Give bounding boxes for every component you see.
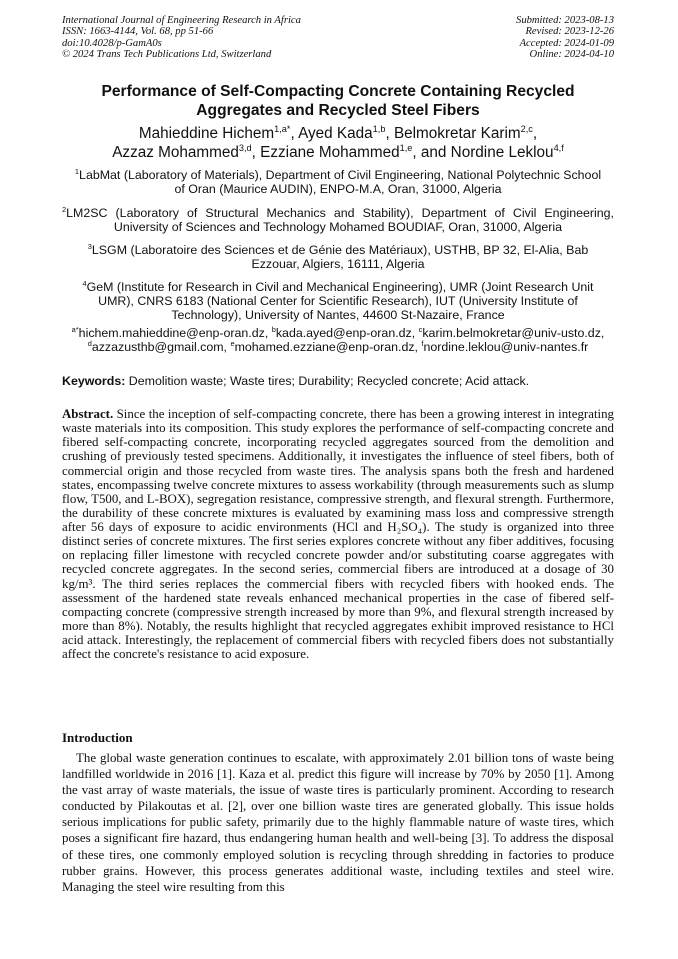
email: $^{a*}$hichem.mahieddine@enp-oran.dz, — [71, 324, 272, 340]
affiliation: $^4$GeM (Institute for Research in Civil and Mechanical Engineering), UMR (Joint Research Unit UMR), CNRS 6183 (National Center for Scientific Research), IUT (University Institute of Technology), University of Nantes, 44600 St-Nazaire, France — [82, 278, 594, 322]
email: $^e$mohamed.ezziane@enp-oran.dz, — [230, 338, 422, 354]
revised-date: Revised: 2023-12-26 — [525, 26, 614, 38]
abstract-label: Abstract. — [62, 407, 114, 421]
author: Nordine Leklou$^{4,f}$ — [450, 142, 564, 161]
copyright: © 2024 Trans Tech Publications Ltd, Switzerland — [62, 48, 272, 60]
online-date: Online: 2024-04-10 — [529, 48, 614, 60]
email: $^b$kada.ayed@enp-oran.dz, — [271, 324, 419, 340]
keywords — [62, 374, 529, 388]
doi: doi:10.4028/p-GamA0s — [62, 37, 162, 49]
author: Ayed Kada$^{1,b}$, — [298, 123, 394, 142]
keywords-label: Keywords: — [62, 374, 126, 388]
email: $^f$nordine.leklou@univ-nantes.fr — [421, 338, 589, 354]
affiliation: $^3$LSGM (Laboratoire des Sciences et de Génie des Matériaux), USTHB, BP 32, El-Alia, Bab Ezzouar, Algiers, 16111, Algeria — [87, 241, 589, 271]
section-heading: Introduction — [62, 730, 133, 745]
author: Belmokretar Karim$^{2,c}$, — [393, 123, 538, 142]
paper-title: Performance of Self-Compacting Concrete Containing Recycled Aggregates and Recycled Steel Fibers — [101, 83, 575, 119]
email-list — [58, 326, 618, 354]
affiliation: $^2$LM2SC (Laboratory of Structural Mechanics and Stability), Department of Civil Engineering, University of Sciences and Technology Mohamed BOUDIAF, Oran, 31000, Algeria — [62, 204, 614, 234]
email: $^d$azzazusthb@gmail.com, — [87, 338, 231, 354]
submitted-date: Submitted: 2023-08-13 — [516, 15, 614, 26]
affiliation: $^1$LabMat (Laboratory of Materials), Department of Civil Engineering, National Polytechnic School of Oran (Maurice AUDIN), ENPO-M.A, Oran, 31000, Algeria — [74, 166, 602, 196]
author: Mahieddine Hichem$^{1,a*}$, — [138, 123, 299, 142]
author: Ezziane Mohammed$^{1,e}$, and — [260, 142, 451, 161]
journal-name: International Journal of Engineering Research in Africa — [62, 15, 301, 26]
abstract — [62, 407, 614, 661]
email: $^c$karim.belmokretar@univ-usto.dz, — [418, 324, 605, 340]
author-list — [40, 124, 636, 162]
abstract-text: Since the inception of self-compacting concrete, there has been a growing interest in integrating waste materials into its composition. This study explores the performance of self-compacting concrete and fibered self-compacting concrete, incorporating recycled aggregates sourced from the demolition and crushing of previously tested specimens. Additionally, it investigates the influence of steel fibers, both of commercial origin and those recycled from waste tires. The analysis spans both the fresh and hardened states, encompassing twelve concrete mixtures to assess workability (through measurements such as slump flow, T500, and L-BOX), segregation resistance, compressive strength, and flexural strength. Furthermore, the durability of these concrete mixtures is evaluated by examining mass loss and compressive strength after 56 days of exposure to acidic environments (HCl and H₂SO₄). The study is organized into three distinct series of concrete mixtures. The first series explores concrete without any fiber additives, focusing on replacing filler limestone with recycled concrete powder and/or substituting coarse aggregates with recycled concrete aggregates. In the second series, commercial fibers are introduced at a dosage of 30 kg/m³. The third series replaces the commercial fibers with recycled fibers with hooked ends. The assessment of the hardened state reveals enhanced mechanical properties in the case of fibered self-compacting concrete (compressive strength increased by more than 9%, and flexural strength increased by more than 8%). Notably, the results highlight that recycled aggregates exhibit improved resistance to HCl acid attack. Interestingly, the replacement of commercial fibers with recycled fibers does not substantially affect the concrete's resistance to acid exposure. — [62, 407, 614, 662]
keywords-text: Demolition waste; Waste tires; Durability; Recycled concrete; Acid attack. — [125, 374, 530, 388]
journal-info — [62, 15, 301, 60]
author: Azzaz Mohammed$^{3,d}$, — [112, 142, 261, 161]
accepted-date: Accepted: 2024-01-09 — [519, 37, 614, 49]
issn: ISSN: 1663-4144, Vol. 68, pp 51-66 — [62, 26, 214, 38]
dates — [516, 15, 614, 60]
introduction-paragraph: The global waste generation continues to escalate, with approximately 2.01 billion tons of waste being landfilled worldwide in 2016 [1]. Kaza et al. predict this figure will increase by 70% by 2050 [1]. Among the vast array of waste materials, the issue of waste tires is particularly prominent. According to research conducted by Pilakoutas et al. [2], over one billion waste tires are generated globally. This issue holds serious implications for public safety, primarily due to the highly flammable nature of waste tires, which poses a significant fire hazard, thus endangering human health and well-being [3]. To address the disposal of these tires, one commonly employed solution is recycling through shredding in factories to produce rubber grains. However, this process generates additional waste, including textiles and steel wire. Managing the steel wire resulting from this — [62, 751, 614, 894]
